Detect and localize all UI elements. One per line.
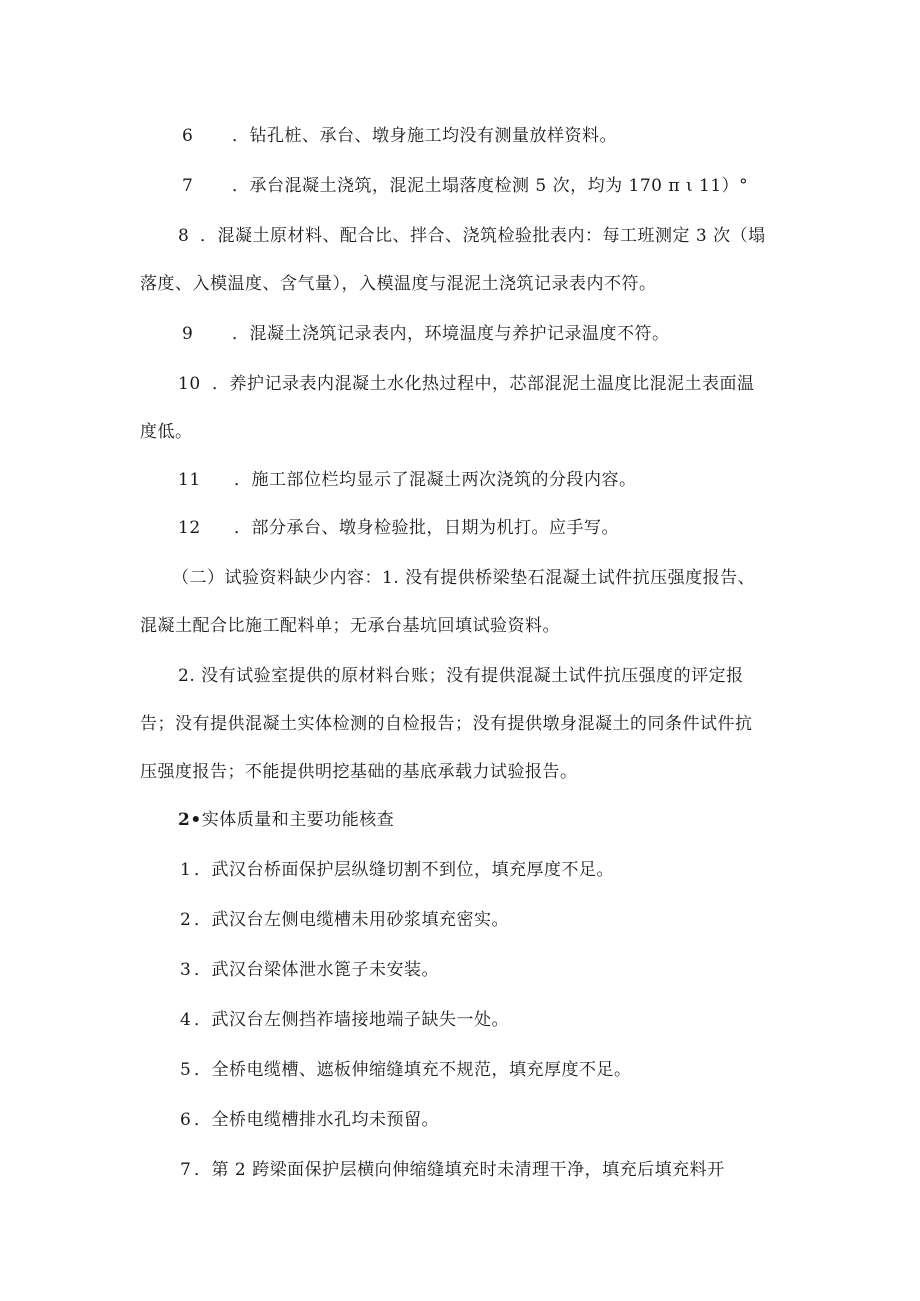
item-text: ．全桥电缆槽、遮板伸缩缝填充不规范，填充厚度不足。 xyxy=(194,1060,632,1080)
item-number: 7 xyxy=(182,176,194,196)
test-section-line: （二）试验资料缺少内容：1. 没有提供桥梁垫石混凝土试件抗压强度报告、 xyxy=(172,568,756,588)
item-text: ．武汉台梁体泄水篦子未安装。 xyxy=(194,960,439,980)
item-number: 6 xyxy=(182,126,194,146)
item-number: 12 xyxy=(178,518,201,538)
item-number: 2 xyxy=(180,910,192,930)
list-item xyxy=(180,1009,509,1031)
heading-number: 2• xyxy=(178,810,202,830)
list-item xyxy=(182,323,670,345)
item-text: ．武汉台左侧电缆槽未用砂浆填充密实。 xyxy=(194,910,509,930)
list-item xyxy=(180,959,439,981)
test-section-line: 告；没有提供混凝土实体检测的自检报告；没有提供墩身混凝土的同条件试件抗 xyxy=(140,714,753,734)
test-section-line: 2. 没有试验室提供的原材料台账；没有提供混凝土试件抗压强度的评定报 xyxy=(178,666,744,686)
item-number: 4 xyxy=(180,1010,192,1030)
item-text: ．混凝土浇筑记录表内，环境温度与养护记录温度不符。 xyxy=(232,324,670,344)
item-number: 9 xyxy=(182,324,194,344)
list-item-continuation: 落度、入模温度、含气量），入模温度与混泥土浇筑记录表内不符。 xyxy=(140,274,657,294)
section-heading xyxy=(178,809,394,831)
item-number: 6 xyxy=(180,1110,192,1130)
item-text: ．养护记录表内混凝土水化热过程中，芯部混泥土温度比混泥土表面温 xyxy=(212,374,755,394)
item-text: ．全桥电缆槽排水孔均未预留。 xyxy=(194,1110,439,1130)
list-item xyxy=(178,225,766,247)
list-item xyxy=(182,175,748,197)
item-text: ．武汉台桥面保护层纵缝切割不到位，填充厚度不足。 xyxy=(194,860,614,880)
item-text: ．施工部位栏均显示了混凝土两次浇筑的分段内容。 xyxy=(234,470,637,490)
item-number: 3 xyxy=(180,960,192,980)
item-text: ．第 2 跨梁面保护层横向伸缩缝填充时未清理干净，填充后填充料开 xyxy=(194,1160,725,1180)
item-number: 10 xyxy=(178,374,201,394)
list-item xyxy=(180,1159,725,1181)
list-item xyxy=(180,1109,439,1131)
item-text: ．部分承台、墩身检验批，日期为机打。应手写。 xyxy=(234,518,619,538)
heading-text: 实体质量和主要功能核查 xyxy=(201,810,395,830)
item-number: 8 xyxy=(178,226,190,246)
list-item xyxy=(178,373,755,395)
item-number: 1 xyxy=(180,860,192,880)
item-number: 11 xyxy=(178,470,201,490)
list-item xyxy=(182,125,617,147)
list-item xyxy=(178,517,619,539)
list-item xyxy=(178,469,637,491)
list-item xyxy=(180,909,509,931)
item-number: 7 xyxy=(180,1160,192,1180)
test-section-line: 混凝土配合比施工配料单；无承台基坑回填试验资料。 xyxy=(140,616,560,636)
list-item xyxy=(180,859,614,881)
list-item-continuation: 度低。 xyxy=(140,422,193,442)
item-text: ．武汉台左侧挡祚墙接地端子缺失一处。 xyxy=(194,1010,509,1030)
item-text: ．承台混凝土浇筑，混泥土塌落度检测 5 次，均为 170 π ι 11）° xyxy=(232,176,749,196)
list-item xyxy=(180,1059,632,1081)
item-text: ．混凝土原材料、配合比、拌合、浇筑检验批表内：每工班测定 3 次（塌 xyxy=(200,226,766,246)
item-number: 5 xyxy=(180,1060,192,1080)
test-section-line: 压强度报告；不能提供明挖基础的基底承载力试验报告。 xyxy=(140,762,578,782)
item-text: ．钻孔桩、承台、墩身施工均没有测量放样资料。 xyxy=(232,126,617,146)
